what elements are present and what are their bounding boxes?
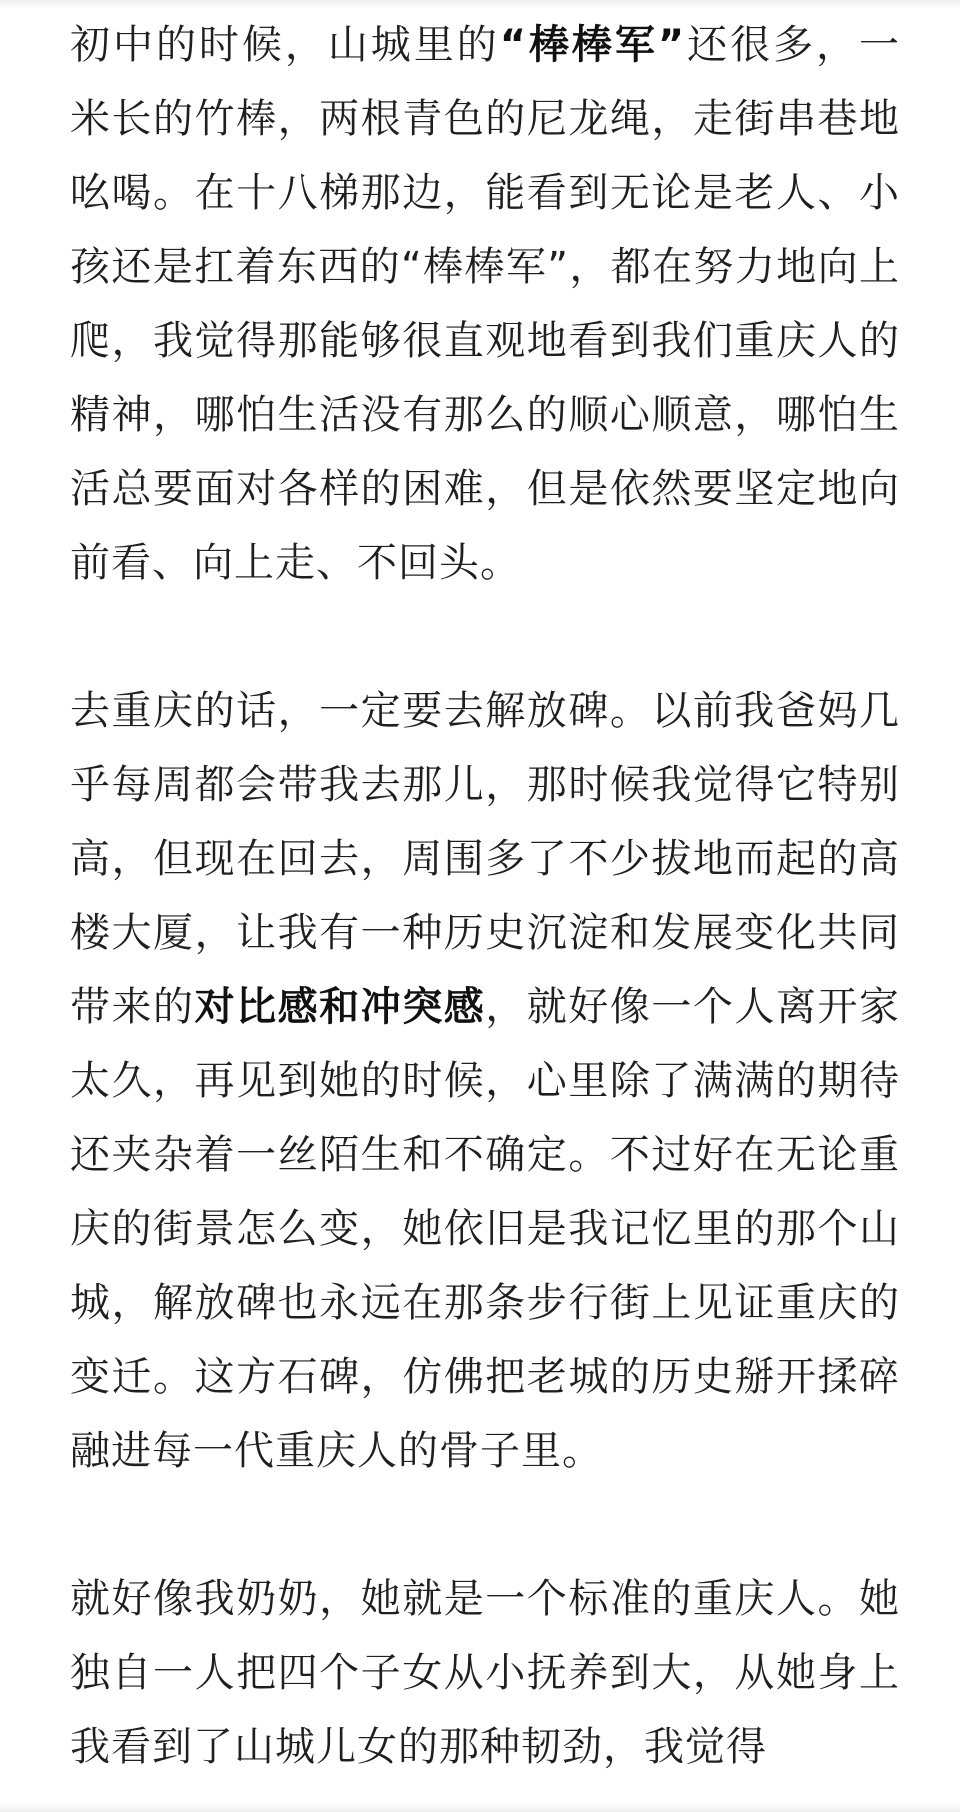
top-edge-shadow <box>0 0 960 8</box>
bottom-edge-shadow <box>0 1802 960 1812</box>
article-body <box>70 8 900 1784</box>
paragraph-text: 去重庆的话，一定要去解放碑。以前我爸妈几乎每周都会带我去那儿，那时候我觉得它特别高，但现在回去，周围多了不少拔地而起的高楼大厦，让我有一种历史沉淀和发展变化共同带来的 <box>70 688 900 1030</box>
paragraph-text: ，就好像一个人离开家太久，再见到她的时候，心里除了满满的期待还夹杂着一丝陌生和不确定。不过好在无论重庆的街景怎么变，她依旧是我记忆里的那个山城，解放碑也永远在那条步行街上见证重庆的变迁。这方石碑，仿佛把老城的历史掰开揉碎融进每一代重庆人的骨子里。 <box>70 984 901 1474</box>
bold-phrase-contrast: 对比感和冲突感 <box>194 984 486 1030</box>
paragraph-spacer <box>70 600 900 674</box>
paragraph-text: 还很多，一米长的竹棒，两根青色的尼龙绳，走街串巷地吆喝。在十八梯那边，能看到无论是老人、小孩还是扛着东西的“棒棒军”，都在努力地向上爬，我觉得那能够很直观地看到我们重庆人的精神，哪怕生活没有那么的顺心顺意，哪怕生活总要面对各样的困难，但是依然要坚定地向前看、向上走、不回头。 <box>70 22 901 586</box>
bold-phrase-bangbang-army: “棒棒军” <box>499 22 686 68</box>
paragraph-bangbang-army <box>70 8 900 600</box>
paragraph-text: 初中的时候，山城里的 <box>70 22 500 68</box>
paragraph-grandmother <box>70 1562 900 1784</box>
paragraph-text: 就好像我奶奶，她就是一个标准的重庆人。她独自一人把四个子女从小抚养到大，从她身上我看到了山城儿女的那种韧劲，我觉得 <box>70 1576 900 1770</box>
paragraph-spacer <box>70 1488 900 1562</box>
paragraph-liberation-monument <box>70 674 900 1488</box>
